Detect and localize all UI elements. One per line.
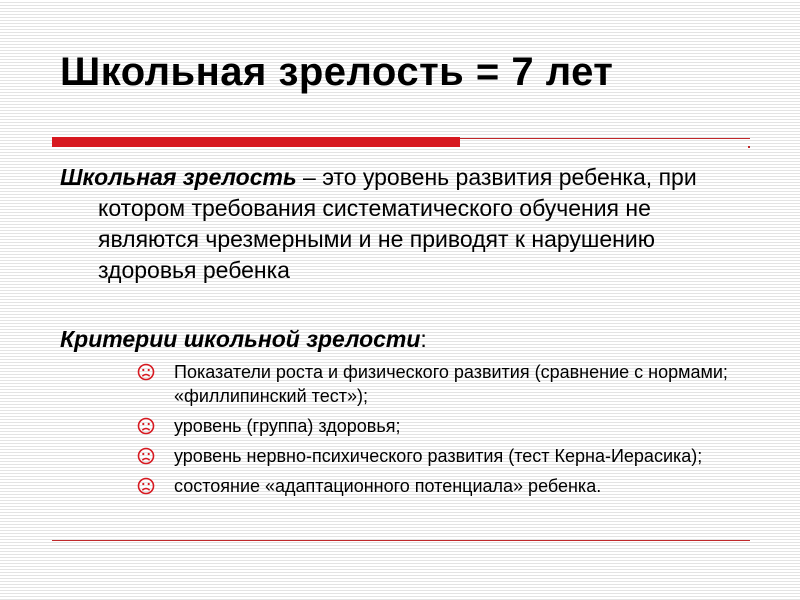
criteria-list — [136, 360, 756, 504]
title-underline-thin — [460, 138, 750, 139]
list-item — [136, 444, 756, 468]
definition-paragraph — [60, 162, 738, 286]
list-item — [136, 414, 756, 438]
criteria-heading: Критерии школьной зрелости — [60, 326, 421, 352]
definition-text: – это уровень развития ребенка, при котором требования систематического обучения не являются чрезмерными и не приводят к нарушению здоровья ребенка — [98, 164, 697, 283]
list-item — [136, 474, 756, 498]
frown-face-icon — [136, 476, 156, 496]
frown-face-icon — [136, 446, 156, 466]
criteria-heading-colon: : — [420, 326, 427, 352]
definition-term: Школьная зрелость — [60, 164, 297, 190]
list-item-text: уровень нервно-психического развития (тест Керна-Иерасика); — [174, 446, 703, 466]
list-item-text: состояние «адаптационного потенциала» ребенка. — [174, 476, 602, 496]
title-underline-tick — [748, 146, 750, 148]
list-item — [136, 360, 756, 408]
frown-face-icon — [136, 416, 156, 436]
slide-title: Школьная зрелость = 7 лет — [60, 50, 614, 94]
criteria-heading-line — [60, 324, 427, 354]
frown-face-icon — [136, 362, 156, 382]
title-underline-thick — [52, 137, 460, 147]
list-item-text: уровень (группа) здоровья; — [174, 416, 401, 436]
bottom-divider — [52, 540, 750, 541]
list-item-text: Показатели роста и физического развития (сравнение с нормами; «филлипинский тест»); — [174, 362, 728, 406]
